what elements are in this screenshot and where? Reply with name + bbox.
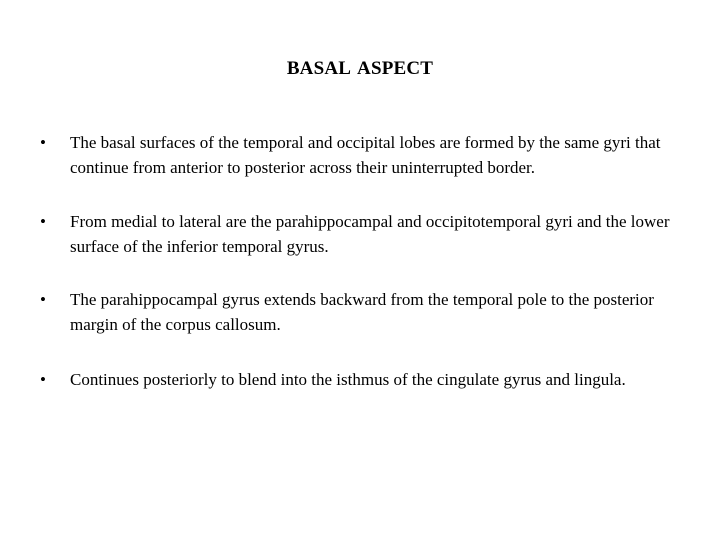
- bullet-item: [40, 209, 690, 259]
- bullet-text: The basal surfaces of the temporal and occipital lobes are formed by the same gyri that continue from anterior to posterior across their uninterrupted border.: [70, 133, 661, 177]
- bullet-dot-icon: •: [40, 370, 46, 389]
- bullet-item: [40, 130, 690, 180]
- slide-title: BASAL ASPECT: [286, 58, 434, 79]
- bullet-item: [40, 367, 690, 392]
- bullet-list: [40, 130, 690, 421]
- bullet-text: Continues posteriorly to blend into the isthmus of the cingulate gyrus and lingula.: [70, 370, 626, 389]
- bullet-item: [40, 287, 690, 337]
- bullet-text: From medial to lateral are the parahippocampal and occipitotemporal gyri and the lower surface of the inferior temporal gyrus.: [70, 212, 670, 256]
- bullet-text: The parahippocampal gyrus extends backward from the temporal pole to the posterior margin of the corpus callosum.: [70, 290, 654, 334]
- bullet-dot-icon: •: [40, 212, 46, 231]
- bullet-dot-icon: •: [40, 133, 46, 152]
- bullet-dot-icon: •: [40, 290, 46, 309]
